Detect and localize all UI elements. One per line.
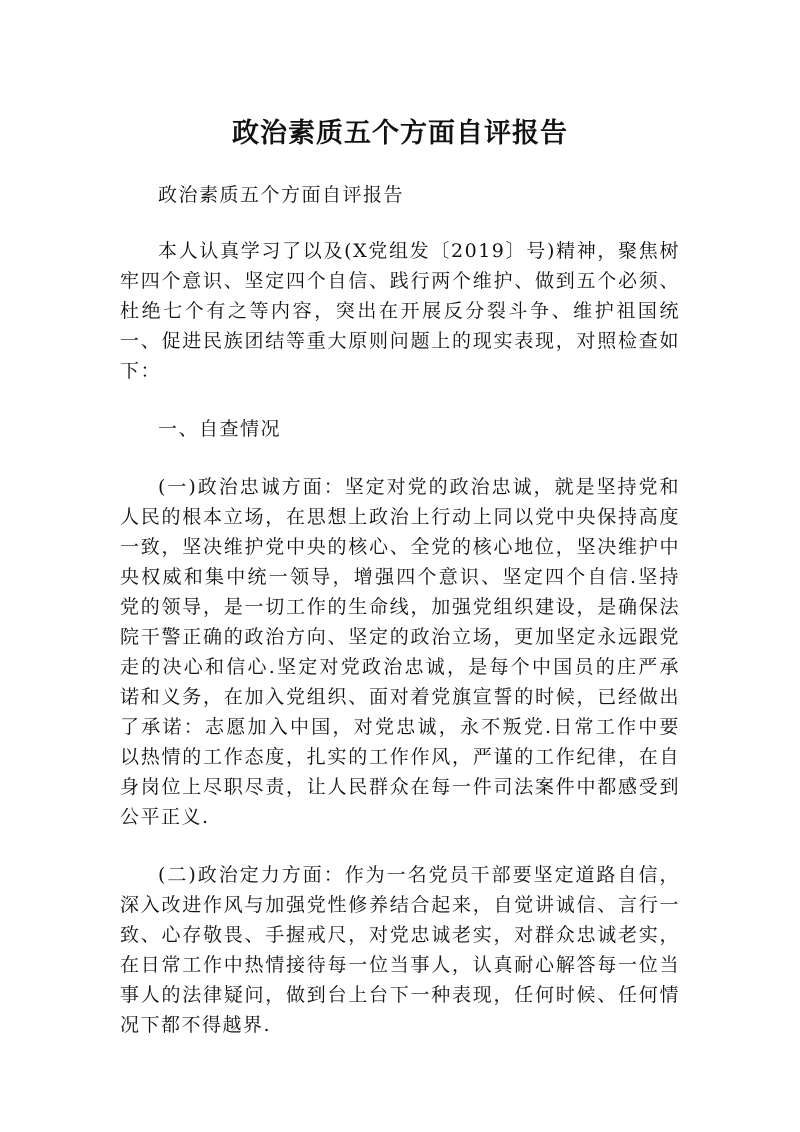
document-subtitle: 政治素质五个方面自评报告 — [158, 184, 405, 206]
paragraph-political-resolve: (二)政治定力方面：作为一名党员干部要坚定道路自信，深入改进作风与加强党性修养结合起来，自觉讲诚信、言行一致、心存敬畏、手握戒尺，对党忠诚老实，对群众忠诚老实，在日常工作中热情接待每一位当事人，认真耐心解答每一位当事人的法律疑问，做到台上台下一种表现，任何时候、任何情况下都不得越界. — [120, 864, 680, 1036]
document-body — [120, 180, 680, 1068]
document-title: 政治素质五个方面自评报告 — [232, 118, 568, 149]
section-heading-self-check: 一、自查情况 — [158, 418, 282, 440]
paragraph-political-loyalty: (一)政治忠诚方面：坚定对党的政治忠诚，就是坚持党和人民的根本立场，在思想上政治上行动上同以党中央保持高度一致，坚决维护党中央的核心、全党的核心地位，坚决维护中央权威和集中统一领导，增强四个意识、坚定四个自信.坚持党的领导，是一切工作的生命线，加强党组织建设，是确保法院干警正确的政治方向、坚定的政治立场，更加坚定永远跟党走的决心和信心.坚定对党政治忠诚，是每个中国员的庄严承诺和义务，在加入党组织、面对着党旗宣誓的时候，已经做出了承诺：志愿加入中国，对党忠诚，永不叛党.日常工作中要以热情的工作态度，扎实的工作作风，严谨的工作纪律，在自身岗位上尽职尽责，让人民群众在每一件司法案件中都感受到公平正义. — [120, 476, 680, 828]
intro-paragraph: 本人认真学习了以及(X党组发〔2019〕号)精神，聚焦树牢四个意识、坚定四个自信、践行两个维护、做到五个必须、杜绝七个有之等内容，突出在开展反分裂斗争、维护祖国统一、促进民族团结等重大原则问题上的现实表现，对照检查如下： — [120, 240, 680, 382]
